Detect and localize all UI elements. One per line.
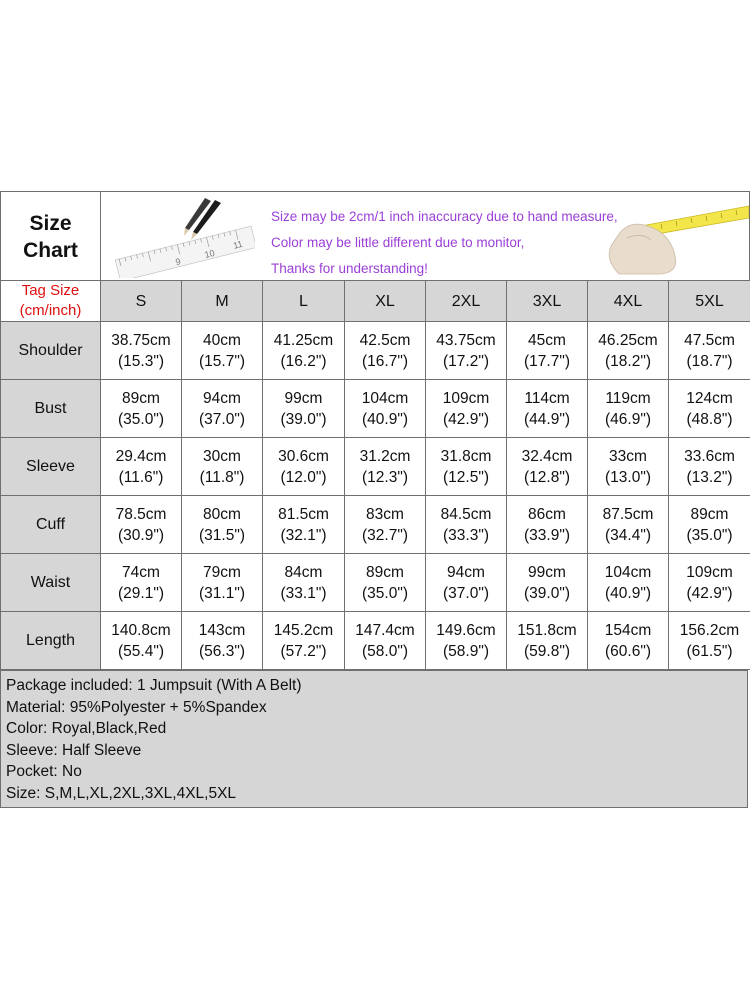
inch-value: (34.4") — [605, 526, 651, 544]
measurement-cell — [426, 438, 507, 496]
inch-value: (40.9") — [362, 410, 408, 428]
inch-value: (12.8") — [524, 468, 570, 486]
info-pocket: Pocket: No — [6, 763, 82, 780]
title-line-1: Size — [29, 211, 72, 235]
size-header: 3XL — [507, 281, 588, 322]
measurement-cell — [507, 380, 588, 438]
measurement-notes — [271, 204, 618, 282]
measurement-cell — [426, 554, 507, 612]
measurement-cell — [426, 612, 507, 670]
measurement-cell — [507, 496, 588, 554]
inch-value: (57.2") — [280, 642, 327, 660]
measurement-cell — [263, 554, 345, 612]
measurement-cell — [426, 496, 507, 554]
product-info — [0, 670, 748, 808]
size-header: XL — [345, 281, 426, 322]
table-row — [1, 612, 750, 670]
cm-value: 104cm — [361, 389, 409, 407]
cm-value: 109cm — [686, 563, 733, 581]
cm-value: 84cm — [284, 563, 323, 581]
cm-value: 78.5cm — [115, 505, 167, 523]
cm-value: 94cm — [203, 389, 241, 407]
cm-value: 84.5cm — [440, 505, 492, 523]
inch-value: (33.9") — [524, 526, 570, 544]
measurement-cell — [101, 496, 182, 554]
measurement-cell — [507, 554, 588, 612]
measurement-cell — [669, 554, 750, 612]
measurement-cell — [263, 380, 345, 438]
cm-value: 81.5cm — [278, 505, 329, 523]
note-thanks: Thanks for understanding! — [271, 261, 428, 276]
measurement-cell — [345, 612, 426, 670]
inch-value: (30.9") — [118, 526, 164, 544]
cm-value: 149.6cm — [436, 621, 496, 639]
cm-value: 104cm — [604, 563, 652, 581]
tag-size-label — [1, 281, 101, 322]
size-header: 4XL — [588, 281, 669, 322]
row-label: Length — [1, 612, 101, 670]
cm-value: 89cm — [122, 389, 160, 407]
inch-value: (11.6") — [118, 468, 164, 486]
cm-value: 114cm — [524, 389, 570, 407]
title-line-2: Chart — [23, 238, 78, 262]
measurement-cell — [345, 438, 426, 496]
inch-value: (59.8") — [524, 642, 570, 660]
measurement-cell — [101, 380, 182, 438]
size-header: 2XL — [426, 281, 507, 322]
inch-value: (13.0") — [605, 468, 651, 486]
row-label: Bust — [1, 380, 101, 438]
inch-value: (31.1") — [199, 584, 245, 602]
ruler-mark-10: 10 — [203, 247, 216, 260]
size-header: 5XL — [669, 281, 750, 322]
measurement-cell — [588, 612, 669, 670]
inch-value: (32.7") — [362, 526, 408, 544]
cm-value: 147.4cm — [355, 621, 415, 639]
size-chart-title — [1, 192, 101, 281]
measurement-cell — [263, 438, 345, 496]
inch-value: (48.8") — [686, 410, 733, 428]
cm-value: 99cm — [284, 389, 323, 407]
inch-value: (32.1") — [280, 526, 327, 544]
cm-value: 46.25cm — [598, 331, 658, 349]
inch-value: (12.3") — [362, 468, 408, 486]
measurement-cell — [182, 380, 263, 438]
pencil-icon — [184, 198, 221, 240]
cm-value: 109cm — [442, 389, 490, 407]
cm-value: 47.5cm — [684, 331, 735, 349]
size-chart-banner — [0, 191, 750, 282]
table-row — [1, 322, 750, 380]
measurement-cell — [263, 322, 345, 380]
inch-value: (12.0") — [280, 468, 327, 486]
cm-value: 89cm — [690, 505, 729, 523]
inch-value: (33.3") — [443, 526, 489, 544]
inch-value: (16.7") — [362, 352, 408, 370]
inch-value: (11.8") — [199, 468, 245, 486]
measurement-cell — [588, 322, 669, 380]
measurement-cell — [182, 438, 263, 496]
inch-value: (42.9") — [443, 410, 489, 428]
cm-value: 119cm — [605, 389, 651, 407]
measurement-cell — [182, 322, 263, 380]
cm-value: 33.6cm — [684, 447, 735, 465]
measurement-cell — [101, 554, 182, 612]
inch-value: (15.3") — [118, 352, 164, 370]
table-row — [1, 438, 750, 496]
table-row — [1, 380, 750, 438]
measurement-cell — [182, 554, 263, 612]
inch-value: (12.5") — [443, 468, 489, 486]
cm-value: 33cm — [609, 447, 647, 465]
inch-value: (56.3") — [199, 642, 245, 660]
ruler-pencil-illustration — [105, 196, 255, 278]
inch-value: (29.1") — [118, 584, 164, 602]
inch-value: (61.5") — [686, 642, 733, 660]
size-header: S — [101, 281, 182, 322]
cm-value: 124cm — [686, 389, 733, 407]
inch-value: (40.9") — [605, 584, 651, 602]
inch-value: (18.7") — [686, 352, 733, 370]
info-color: Color: Royal,Black,Red — [6, 720, 167, 737]
measurement-cell — [588, 438, 669, 496]
cm-value: 32.4cm — [521, 447, 573, 465]
cm-value: 145.2cm — [273, 621, 334, 639]
ruler-mark-9: 9 — [174, 256, 182, 268]
inch-value: (18.2") — [605, 352, 651, 370]
inch-value: (46.9") — [605, 410, 651, 428]
table-row — [1, 554, 750, 612]
cm-value: 38.75cm — [111, 331, 171, 349]
measurement-cell — [345, 380, 426, 438]
measurement-cell — [588, 554, 669, 612]
cm-value: 87.5cm — [602, 505, 654, 523]
inch-value: (37.0") — [199, 410, 245, 428]
measurement-cell — [426, 322, 507, 380]
cm-value: 140.8cm — [111, 621, 171, 639]
measurement-cell — [507, 322, 588, 380]
info-material: Material: 95%Polyester + 5%Spandex — [6, 698, 267, 716]
cm-value: 94cm — [447, 563, 485, 581]
measurement-cell — [345, 496, 426, 554]
info-sizes: Size: S,M,L,XL,2XL,3XL,4XL,5XL — [6, 784, 237, 802]
inch-value: (13.2") — [686, 468, 733, 486]
inch-value: (35.0") — [686, 526, 733, 544]
cm-value: 74cm — [122, 563, 160, 581]
inch-value: (35.0") — [362, 584, 408, 602]
measurement-cell — [263, 612, 345, 670]
row-label: Waist — [1, 554, 101, 612]
measurement-cell — [101, 612, 182, 670]
measurement-rows — [1, 322, 750, 670]
size-table — [0, 280, 750, 670]
cm-value: 151.8cm — [517, 621, 577, 639]
cm-value: 154cm — [604, 621, 652, 639]
cm-value: 30cm — [203, 447, 241, 465]
measurement-cell — [507, 612, 588, 670]
cm-value: 80cm — [203, 505, 241, 523]
inch-value: (42.9") — [686, 584, 733, 602]
row-label: Sleeve — [1, 438, 101, 496]
cm-value: 99cm — [528, 563, 566, 581]
inch-value: (16.2") — [280, 352, 327, 370]
info-sleeve: Sleeve: Half Sleeve — [6, 741, 142, 759]
cm-value: 31.2cm — [359, 447, 411, 465]
note-color: Color may be little different due to monitor, — [271, 235, 525, 250]
size-header-row — [1, 281, 750, 322]
measurement-cell — [101, 438, 182, 496]
note-accuracy: Size may be 2cm/1 inch inaccuracy due to hand measure, — [271, 209, 618, 224]
info-package: Package included: 1 Jumpsuit (With A Belt) — [6, 677, 302, 694]
measurement-cell — [669, 438, 750, 496]
measurement-cell — [669, 496, 750, 554]
cm-value: 86cm — [528, 505, 566, 523]
cm-value: 43.75cm — [436, 331, 496, 349]
inch-value: (60.6") — [605, 642, 651, 660]
measurement-cell — [426, 380, 507, 438]
measurement-cell — [345, 554, 426, 612]
inch-value: (39.0") — [280, 410, 327, 428]
inch-value: (17.2") — [443, 352, 489, 370]
cm-value: 41.25cm — [273, 331, 334, 349]
inch-value: (39.0") — [524, 584, 570, 602]
inch-value: (17.7") — [524, 352, 570, 370]
measurement-cell — [182, 612, 263, 670]
measurement-cell — [101, 322, 182, 380]
cm-value: 30.6cm — [278, 447, 329, 465]
cm-value: 79cm — [203, 563, 241, 581]
inch-value: (58.9") — [443, 642, 489, 660]
row-label: Cuff — [1, 496, 101, 554]
cm-value: 156.2cm — [679, 621, 740, 639]
measurement-cell — [669, 322, 750, 380]
inch-value: (31.5") — [199, 526, 245, 544]
cm-value: 31.8cm — [440, 447, 492, 465]
cm-value: 143cm — [198, 621, 246, 639]
measurement-cell — [507, 438, 588, 496]
inch-value: (35.0") — [118, 410, 164, 428]
inch-value: (15.7") — [199, 352, 245, 370]
measurement-cell — [588, 496, 669, 554]
size-header: L — [263, 281, 345, 322]
cm-value: 40cm — [203, 331, 241, 349]
table-row — [1, 496, 750, 554]
size-header: M — [182, 281, 263, 322]
measurement-cell — [263, 496, 345, 554]
cm-value: 29.4cm — [115, 447, 167, 465]
cm-value: 45cm — [528, 331, 566, 349]
inch-value: (37.0") — [443, 584, 489, 602]
inch-value: (58.0") — [362, 642, 408, 660]
measurement-cell — [669, 612, 750, 670]
measurement-cell — [669, 380, 750, 438]
tag-size-line-2: (cm/inch) — [19, 302, 82, 319]
inch-value: (55.4") — [118, 642, 164, 660]
inch-value: (44.9") — [524, 410, 570, 428]
measurement-cell — [588, 380, 669, 438]
measurement-cell — [182, 496, 263, 554]
cm-value: 42.5cm — [359, 331, 411, 349]
inch-value: (33.1") — [280, 584, 327, 602]
ruler-mark-11: 11 — [232, 238, 244, 251]
tape-measure-hand-illustration — [601, 204, 749, 276]
tag-size-line-1: Tag Size — [21, 282, 80, 299]
cm-value: 89cm — [366, 563, 404, 581]
measurement-cell — [345, 322, 426, 380]
cm-value: 83cm — [366, 505, 404, 523]
row-label: Shoulder — [1, 322, 101, 380]
